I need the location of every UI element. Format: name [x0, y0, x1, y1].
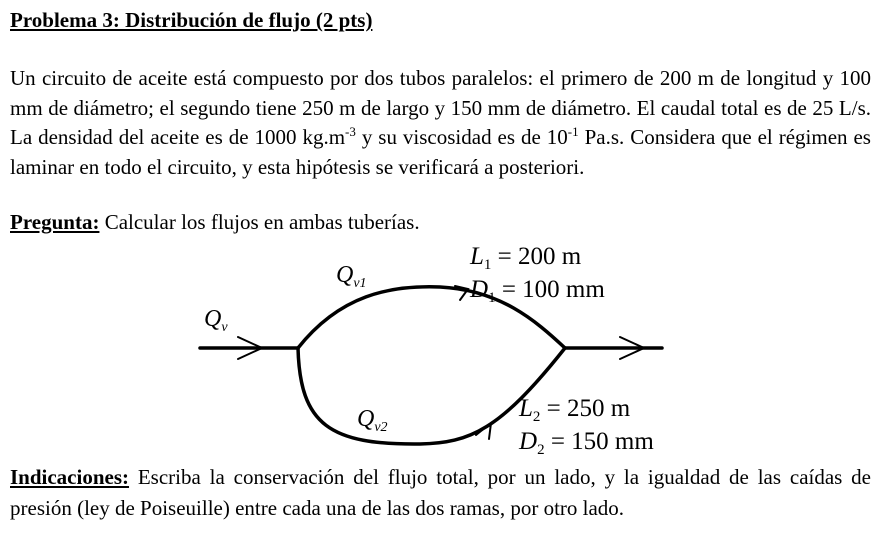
indications-text: Escriba la conservación del flujo total, por un lado, y la igualdad de las caídas de presión (ley de Poiseuille) entre cada una de las dos ramas, por otro lado.	[10, 465, 871, 520]
indications-label: Indicaciones:	[10, 465, 130, 489]
indications	[10, 462, 871, 524]
question-label: Pregunta:	[10, 210, 100, 234]
problem-statement	[10, 64, 871, 182]
viscosity-exponent: -1	[567, 124, 579, 139]
d2-label: $D_2 = 150$ mm	[519, 428, 654, 458]
qv2-label: $Q_{v2}$	[357, 406, 388, 435]
statement-part2: y su viscosidad es de 10	[355, 125, 568, 149]
d1-label: $D_1 = 100$ mm	[470, 276, 605, 306]
problem-title: Problema 3: Distribución de flujo (2 pts)	[10, 8, 373, 32]
qv-label: $Q_v$	[204, 306, 228, 335]
question-text: Calcular los flujos en ambas tuberías.	[99, 210, 420, 234]
statement-part1: Un circuito de aceite está compuesto por dos tubos paralelos: el primero de 200 m de longitud y 100 mm de diámetro; el segundo tiene 250 m de largo y 150 mm de diámetro. El caudal total es de 25 L/s. La densidad del aceite es de 1000 kg.m	[10, 66, 871, 149]
qv1-label: $Q_{v1}$	[336, 262, 367, 291]
l1-label: $L_1 = 200$ m	[470, 243, 582, 273]
pipe-diagram	[0, 230, 881, 465]
l2-label: $L_2 = 250$ m	[519, 395, 631, 425]
statement-part3: Pa.s. Considera que el régimen es laminar en todo el circuito, y esta hipótesis se verificará a posteriori.	[10, 125, 871, 179]
density-exponent: -3	[345, 124, 356, 139]
